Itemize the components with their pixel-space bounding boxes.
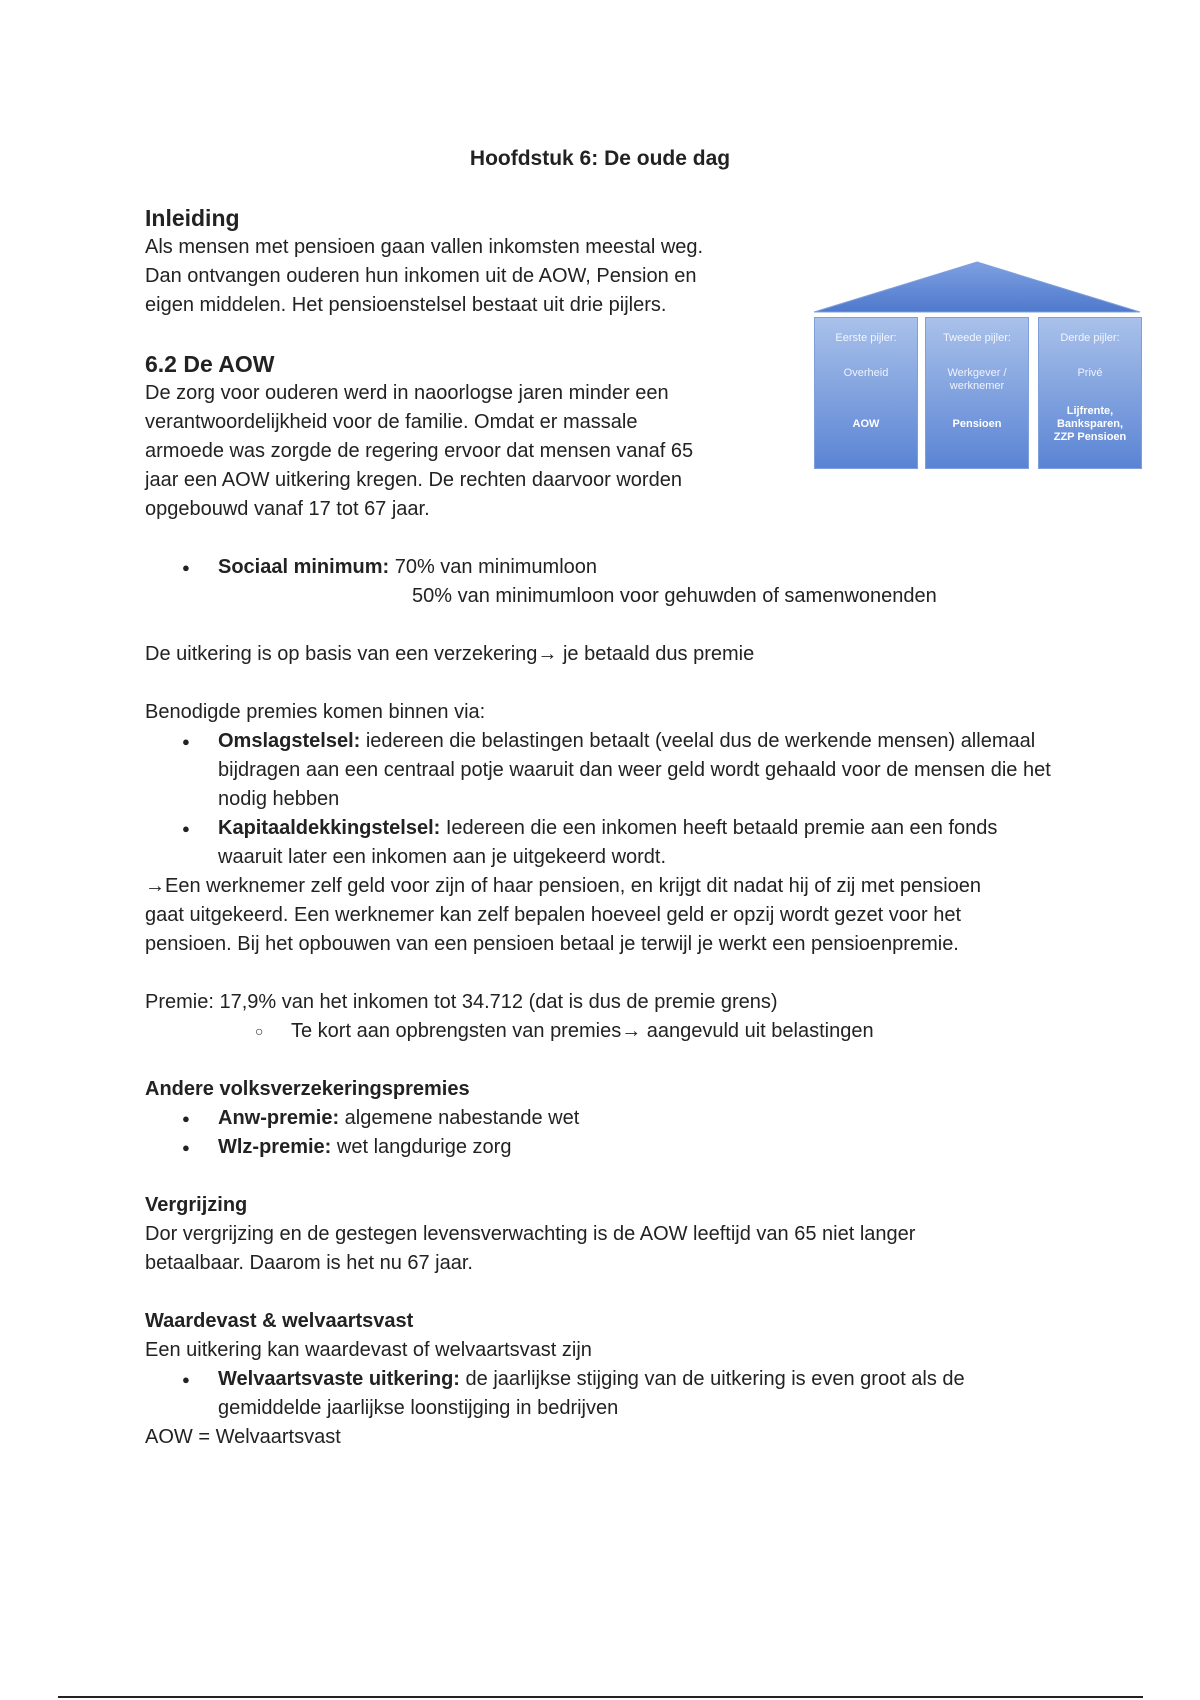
anw-text: algemene nabestande wet [339, 1107, 580, 1129]
list-item [145, 1133, 1065, 1162]
pillar-second-bot: Pensioen [952, 418, 1002, 430]
pillar-first-bot: AOW [852, 418, 880, 430]
premie-line: Premie: 17,9% van het inkomen tot 34.712 (dat is dus de premie grens) [145, 991, 778, 1013]
pillar-second-head: Tweede pijler: [943, 332, 1011, 344]
sociaal-value-2: 50% van minimumloon voor gehuwden of samenwonenden [412, 585, 937, 607]
sociaal-minimum-list [145, 553, 1065, 582]
werknemer-paragraph: →Een werknemer zelf geld voor zijn of haar pensioen, en krijgt dit nadat hij of zij met pensioen gaat uitgekeerd. Een werknemer kan zelf bepalen hoeveel geld er opzij wordt gezet voor het pensioen. Bij het opbouwen van een pensioen betaal je terwijl je werkt een pensioenpremie. [145, 875, 982, 955]
waardevast-heading: Waardevast & welvaartsvast [145, 1310, 414, 1332]
anw-label: Anw-premie: [218, 1107, 340, 1129]
intro-paragraph [145, 233, 785, 320]
andere-heading: Andere volksverzekeringspremies [145, 1078, 470, 1100]
intro-line: eigen middelen. Het pensioenstelsel bestaat uit drie pijlers. [145, 294, 667, 316]
document-body [145, 203, 1065, 1452]
pillar-third-bot: Lijfrente, Banksparen, ZZP Pensioen [1053, 405, 1127, 443]
uitkering-line: De uitkering is op basis van een verzekering→ je betaald dus premie [145, 643, 755, 665]
list-item [145, 814, 1065, 872]
list-item [145, 727, 1065, 814]
omslag-label: Omslagstelsel: [218, 730, 361, 752]
kapitaal-text: Iedereen die een inkomen heeft betaald premie aan een fonds waaruit later een inkomen aan je uitgekeerd wordt. [218, 817, 998, 868]
kapitaal-label: Kapitaaldekkingstelsel: [218, 817, 441, 839]
pillar-first-mid: Overheid [843, 367, 889, 379]
vergrijzing-heading: Vergrijzing [145, 1194, 248, 1216]
page-title: Hoofdstuk 6: De oude dag [469, 147, 731, 170]
sociaal-label: Sociaal minimum: [218, 556, 390, 578]
aow-paragraph [145, 379, 785, 524]
aow-line: De zorg voor ouderen werd in naoorlogse jaren minder een [145, 382, 669, 404]
waardevast-intro: Een uitkering kan waardevast of welvaartsvast zijn [145, 1339, 592, 1361]
sociaal-value-1: 70% van minimumloon [389, 556, 598, 578]
pillar-second-mid: Werkgever / werknemer [947, 367, 1007, 392]
wlz-label: Wlz-premie: [218, 1136, 332, 1158]
intro-line: Dan ontvangen ouderen hun inkomen uit de AOW, Pension en [145, 265, 697, 287]
intro-heading: Inleiding [145, 205, 240, 231]
premies-intro: Benodigde premies komen binnen via: [145, 701, 486, 723]
welvaart-text: de jaarlijkse stijging van de uitkering is even groot als de gemiddelde jaarlijkse loonstijging in bedrijven [218, 1368, 965, 1419]
premies-list [145, 727, 1065, 872]
aow-line: opgebouwd vanaf 17 tot 67 jaar. [145, 498, 430, 520]
welvaart-label: Welvaartsvaste uitkering: [218, 1368, 460, 1390]
vergrijzing-text: Dor vergrijzing en de gestegen levensverwachting is de AOW leeftijd van 65 niet langer betaalbaar. Daarom is het nu 67 jaar. [145, 1223, 916, 1274]
aow-line: jaar een AOW uitkering kregen. De rechten daarvoor worden [145, 469, 682, 491]
footer-divider [58, 1696, 1143, 1698]
pillar-third-mid: Privé [1077, 367, 1103, 379]
list-item [145, 1365, 1065, 1423]
premie-sublist [145, 1017, 1065, 1046]
list-item [145, 553, 1065, 582]
list-item [145, 1104, 1065, 1133]
pillar-third-head: Derde pijler: [1060, 332, 1120, 344]
aow-heading: 6.2 De AOW [145, 351, 275, 377]
intro-line: Als mensen met pensioen gaan vallen inkomsten meestal weg. [145, 236, 704, 258]
omslag-text: iedereen die belastingen betaalt (veelal dus de werkende mensen) allemaal bijdragen aan een centraal potje waaruit dan weer geld wordt gehaald voor de mensen die het nodig hebben [218, 730, 1051, 810]
aow-welvaart-line: AOW = Welvaartsvast [145, 1426, 341, 1448]
pillar-first-head: Eerste pijler: [835, 332, 897, 344]
list-item: ○ Te kort aan opbrengsten van premies→ aangevuld uit belastingen [145, 1017, 1065, 1046]
waardevast-list [145, 1365, 1065, 1423]
wlz-text: wet langdurige zorg [331, 1136, 512, 1158]
andere-list [145, 1104, 1065, 1162]
aow-line: verantwoordelijkheid voor de familie. Omdat er massale [145, 411, 638, 433]
aow-line: armoede was zorgde de regering ervoor dat mensen vanaf 65 [145, 440, 694, 462]
